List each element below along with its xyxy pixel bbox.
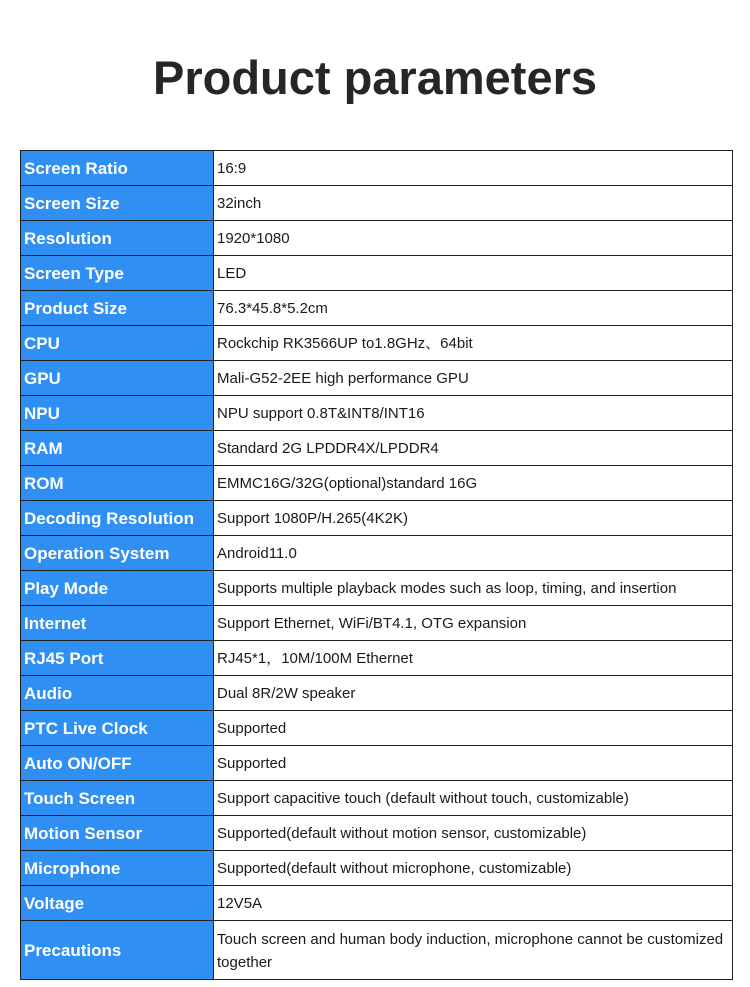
- spec-row-operation-system: [21, 536, 733, 571]
- spec-label: NPU: [21, 396, 214, 431]
- spec-label: Touch Screen: [21, 781, 214, 816]
- spec-label: Internet: [21, 606, 214, 641]
- spec-value: NPU support 0.8T&INT8/INT16: [214, 396, 733, 431]
- spec-row-microphone: [21, 851, 733, 886]
- spec-row-decoding-resolution: [21, 501, 733, 536]
- spec-row-ram: [21, 431, 733, 466]
- spec-value: LED: [214, 256, 733, 291]
- spec-label: GPU: [21, 361, 214, 396]
- spec-label: Auto ON/OFF: [21, 746, 214, 781]
- spec-row-precautions: [21, 921, 733, 980]
- spec-row-screen-type: [21, 256, 733, 291]
- spec-value: Android11.0: [214, 536, 733, 571]
- spec-value: EMMC16G/32G(optional)standard 16G: [214, 466, 733, 501]
- spec-label: Product Size: [21, 291, 214, 326]
- spec-value: Support Ethernet, WiFi/BT4.1, OTG expansion: [214, 606, 733, 641]
- spec-row-ptc-live-clock: [21, 711, 733, 746]
- spec-label: Screen Type: [21, 256, 214, 291]
- spec-value: Supports multiple playback modes such as loop, timing, and insertion: [214, 571, 733, 606]
- spec-row-rom: [21, 466, 733, 501]
- spec-value: 1920*1080: [214, 221, 733, 256]
- spec-value: Supported: [214, 711, 733, 746]
- spec-label: Operation System: [21, 536, 214, 571]
- spec-row-screen-size: [21, 186, 733, 221]
- spec-value: Supported(default without motion sensor, customizable): [214, 816, 733, 851]
- spec-row-resolution: [21, 221, 733, 256]
- spec-row-audio: [21, 676, 733, 711]
- spec-label: Decoding Resolution: [21, 501, 214, 536]
- spec-value: RJ45*1，10M/100M Ethernet: [214, 641, 733, 676]
- spec-value: Standard 2G LPDDR4X/LPDDR4: [214, 431, 733, 466]
- spec-row-npu: [21, 396, 733, 431]
- spec-value: Support 1080P/H.265(4K2K): [214, 501, 733, 536]
- spec-row-product-size: [21, 291, 733, 326]
- spec-row-motion-sensor: [21, 816, 733, 851]
- spec-label: Motion Sensor: [21, 816, 214, 851]
- spec-value: Dual 8R/2W speaker: [214, 676, 733, 711]
- spec-row-voltage: [21, 886, 733, 921]
- spec-label: PTC Live Clock: [21, 711, 214, 746]
- spec-value: Mali-G52-2EE high performance GPU: [214, 361, 733, 396]
- spec-row-touch-screen: [21, 781, 733, 816]
- spec-label: Voltage: [21, 886, 214, 921]
- spec-label: ROM: [21, 466, 214, 501]
- spec-value: Rockchip RK3566UP to1.8GHz、64bit: [214, 326, 733, 361]
- spec-label: Screen Ratio: [21, 151, 214, 186]
- spec-value: Support capacitive touch (default without touch, customizable): [214, 781, 733, 816]
- spec-row-gpu: [21, 361, 733, 396]
- spec-table: [20, 150, 733, 980]
- spec-row-auto-on-off: [21, 746, 733, 781]
- spec-value: 76.3*45.8*5.2cm: [214, 291, 733, 326]
- spec-label: Precautions: [21, 921, 214, 980]
- spec-label: RJ45 Port: [21, 641, 214, 676]
- spec-value: 16:9: [214, 151, 733, 186]
- spec-value: Supported(default without microphone, customizable): [214, 851, 733, 886]
- spec-label: Audio: [21, 676, 214, 711]
- spec-value: 32inch: [214, 186, 733, 221]
- spec-row-play-mode: [21, 571, 733, 606]
- spec-label: CPU: [21, 326, 214, 361]
- spec-label: Screen Size: [21, 186, 214, 221]
- spec-row-cpu: [21, 326, 733, 361]
- spec-label: Resolution: [21, 221, 214, 256]
- spec-label: RAM: [21, 431, 214, 466]
- spec-row-rj45-port: [21, 641, 733, 676]
- spec-row-screen-ratio: [21, 151, 733, 186]
- spec-value: Supported: [214, 746, 733, 781]
- spec-value: 12V5A: [214, 886, 733, 921]
- spec-row-internet: [21, 606, 733, 641]
- spec-value: Touch screen and human body induction, microphone cannot be customized together: [214, 921, 733, 980]
- spec-label: Microphone: [21, 851, 214, 886]
- spec-label: Play Mode: [21, 571, 214, 606]
- page-title: Product parameters: [152, 51, 598, 104]
